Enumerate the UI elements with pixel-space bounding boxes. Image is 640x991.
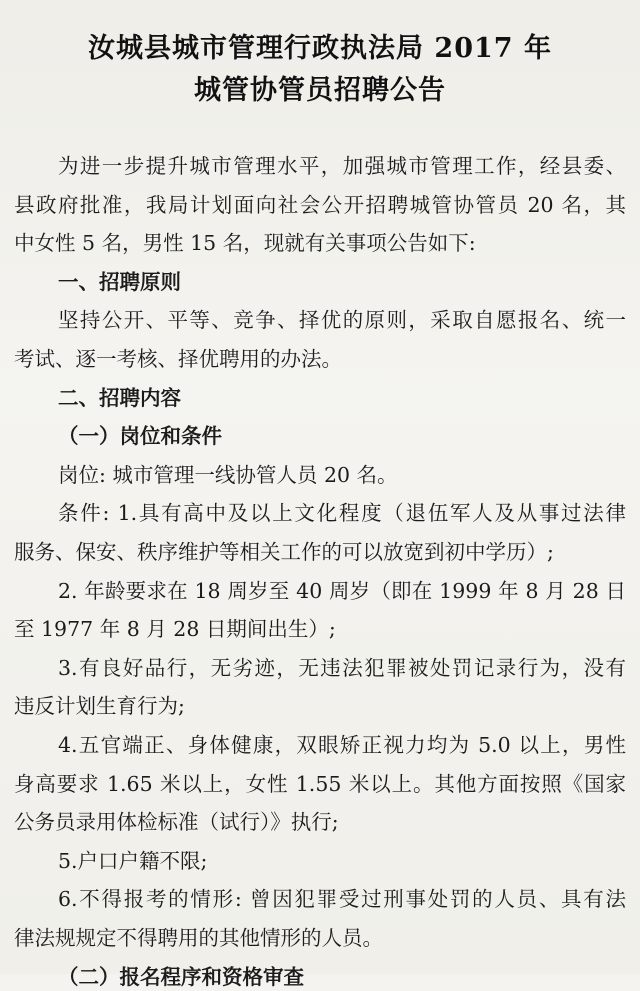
cond6-line-1: 6.不得报考的情形: 曾因犯罪受过刑事处罚的人员、具有法 <box>58 887 626 911</box>
intro-line-3: 中女性 5 名，男性 15 名，现就有关事项公告如下: <box>14 231 476 255</box>
cond2-line-2: 至 1977 年 8 月 28 日期间出生）; <box>14 617 336 641</box>
cond3-line-1: 3.有良好品行，无劣迹，无违法犯罪被处罚记录行为，没有 <box>58 656 626 680</box>
cond6-line-2: 律法规规定不得聘用的其他情形的人员。 <box>14 926 383 950</box>
intro-line-2: 县政府批准，我局计划面向社会公开招聘城管协管员 20 名，其 <box>14 193 626 217</box>
section1-body-line-2: 考试、逐一考核、择优聘用的办法。 <box>14 347 342 371</box>
title-line-2: 城管协管员招聘公告 <box>194 75 446 106</box>
section1-heading: 一、招聘原则 <box>58 270 181 294</box>
cond2-line-1: 2. 年龄要求在 18 周岁至 40 周岁（即在 1999 年 8 月 28 日 <box>58 579 626 603</box>
cond5-line: 5.户口户籍不限; <box>58 849 208 873</box>
cond4-line-1: 4.五官端正、身体健康，双眼矫正视力均为 5.0 以上，男性 <box>58 733 626 757</box>
section1-body-line-1: 坚持公开、平等、竞争、择优的原则，采取自愿报名、统一 <box>58 308 626 332</box>
post-line: 岗位: 城市管理一线协管人员 20 名。 <box>58 463 398 487</box>
intro-line-1: 为进一步提升城市管理水平，加强城市管理工作，经县委、 <box>58 154 626 178</box>
cond4-line-3: 公务员录用体检标准（试行）》执行; <box>14 810 339 834</box>
title-line-1: 汝城县城市管理行政执法局 2017 年 <box>88 33 552 64</box>
sub2-heading: （二）报名程序和资格审查 <box>58 965 304 989</box>
cond4-line-2: 身高要求 1.65 米以上，女性 1.55 米以上。其他方面按照《国家 <box>14 772 626 796</box>
cond1-line-1: 条件: 1.具有高中及以上文化程度（退伍军人及从事过法律 <box>58 501 626 525</box>
cond3-line-2: 违反计划生育行为; <box>14 694 185 718</box>
section2-heading: 二、招聘内容 <box>58 386 181 410</box>
sub1-heading: （一）岗位和条件 <box>58 424 222 448</box>
cond1-line-2: 服务、保安、秩序维护等相关工作的可以放宽到初中学历）; <box>14 540 554 564</box>
